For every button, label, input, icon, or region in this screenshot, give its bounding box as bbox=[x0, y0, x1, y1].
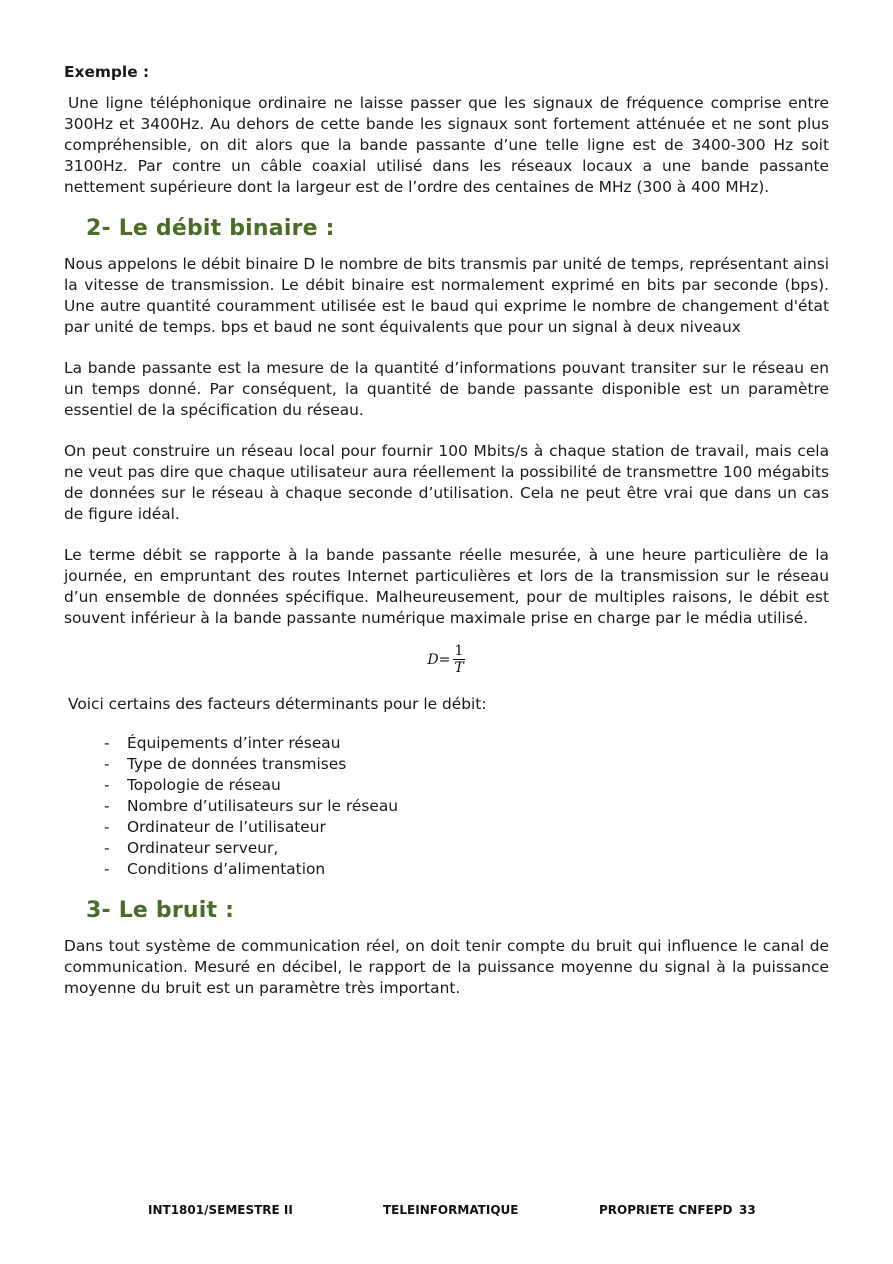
bullet-dash: - bbox=[104, 776, 110, 794]
formula-fraction bbox=[452, 643, 465, 676]
list-item-text: Type de données transmises bbox=[127, 755, 347, 773]
list-item bbox=[104, 796, 829, 817]
formula-denominator: T bbox=[454, 660, 464, 676]
bullet-dash: - bbox=[104, 818, 110, 836]
list-item-text: Conditions d’alimentation bbox=[127, 860, 326, 878]
list-item bbox=[104, 859, 829, 880]
formula-lhs: D= bbox=[427, 651, 451, 668]
section-heading-debit-binaire: 2- Le débit binaire : bbox=[86, 216, 335, 241]
list-item-text: Ordinateur de l’utilisateur bbox=[127, 818, 326, 836]
bullet-dash: - bbox=[104, 860, 110, 878]
bullet-dash: - bbox=[104, 755, 110, 773]
list-item bbox=[104, 754, 829, 775]
factors-intro: Voici certains des facteurs déterminants pour le débit: bbox=[68, 695, 487, 713]
list-item bbox=[104, 733, 829, 754]
debit-formula bbox=[64, 643, 829, 676]
bullet-dash: - bbox=[104, 797, 110, 815]
footer-course: INT1801/SEMESTRE II bbox=[148, 1203, 293, 1217]
page-content bbox=[64, 62, 829, 999]
page-footer bbox=[0, 1203, 893, 1223]
example-paragraph: Une ligne téléphonique ordinaire ne laisse passer que les signaux de fréquence comprise entre 300Hz et 3400Hz. Au dehors de cette bande les signaux sont fortement atténuée et ne sont plus compréhensible, on dit alors que la bande passante d’une telle ligne est de 3400-300 Hz soit 3100Hz. Par contre un câble coaxial utilisé dans les réseaux locaux a une bande passante nettement supérieure dont la largeur est de l’ordre des centaines de MHz (300 à 400 MHz). bbox=[64, 94, 829, 196]
list-item bbox=[104, 775, 829, 796]
paragraph-debit-definition: Nous appelons le débit binaire D le nombre de bits transmis par unité de temps, représentant ainsi la vitesse de transmission. Le débit binaire est normalement exprimé en bits par seconde (bps). Une autre quantité couramment utilisée est le baud qui exprime le nombre de changement d'état par unité de temps. bps et baud ne sont équivalents que pour un signal à deux niveaux bbox=[64, 255, 829, 336]
bullet-dash: - bbox=[104, 839, 110, 857]
example-label: Exemple : bbox=[64, 63, 150, 81]
paragraph-terme-debit: Le terme débit se rapporte à la bande passante réelle mesurée, à une heure particulière de la journée, en empruntant des routes Internet particulières et lors de la transmission sur le réseau d’un ensemble de données spécifique. Malheureusement, pour de multiples raisons, le débit est souvent inférieur à la bande passante numérique maximale prise en charge par le média utilisé. bbox=[64, 546, 829, 627]
footer-subject: TELEINFORMATIQUE bbox=[383, 1203, 519, 1217]
footer-owner: PROPRIETE CNFEPD bbox=[599, 1203, 733, 1217]
paragraph-bande-passante: La bande passante est la mesure de la quantité d’informations pouvant transiter sur le réseau en un temps donné. Par conséquent, la quantité de bande passante disponible est un paramètre essentiel de la spécification du réseau. bbox=[64, 359, 829, 419]
paragraph-bruit: Dans tout système de communication réel, on doit tenir compte du bruit qui influence le canal de communication. Mesuré en décibel, le rapport de la puissance moyenne du signal à la puissance moyenne du bruit est un paramètre très important. bbox=[64, 937, 829, 997]
page-number: 33 bbox=[739, 1203, 756, 1217]
list-item-text: Topologie de réseau bbox=[127, 776, 281, 794]
section-heading-bruit: 3- Le bruit : bbox=[86, 898, 235, 923]
list-item-text: Équipements d’inter réseau bbox=[127, 734, 341, 752]
bullet-dash: - bbox=[104, 734, 110, 752]
paragraph-reseau-local: On peut construire un réseau local pour fournir 100 Mbits/s à chaque station de travail, mais cela ne veut pas dire que chaque utilisateur aura réellement la possibilité de transmettre 100 mégabits de données sur le réseau à chaque seconde d’utilisation. Cela ne peut être vrai que dans un cas de figure idéal. bbox=[64, 442, 829, 523]
list-item bbox=[104, 817, 829, 838]
formula-numerator: 1 bbox=[454, 643, 464, 659]
factors-list bbox=[64, 733, 829, 880]
list-item-text: Nombre d’utilisateurs sur le réseau bbox=[127, 797, 399, 815]
list-item-text: Ordinateur serveur, bbox=[127, 839, 279, 857]
list-item bbox=[104, 838, 829, 859]
